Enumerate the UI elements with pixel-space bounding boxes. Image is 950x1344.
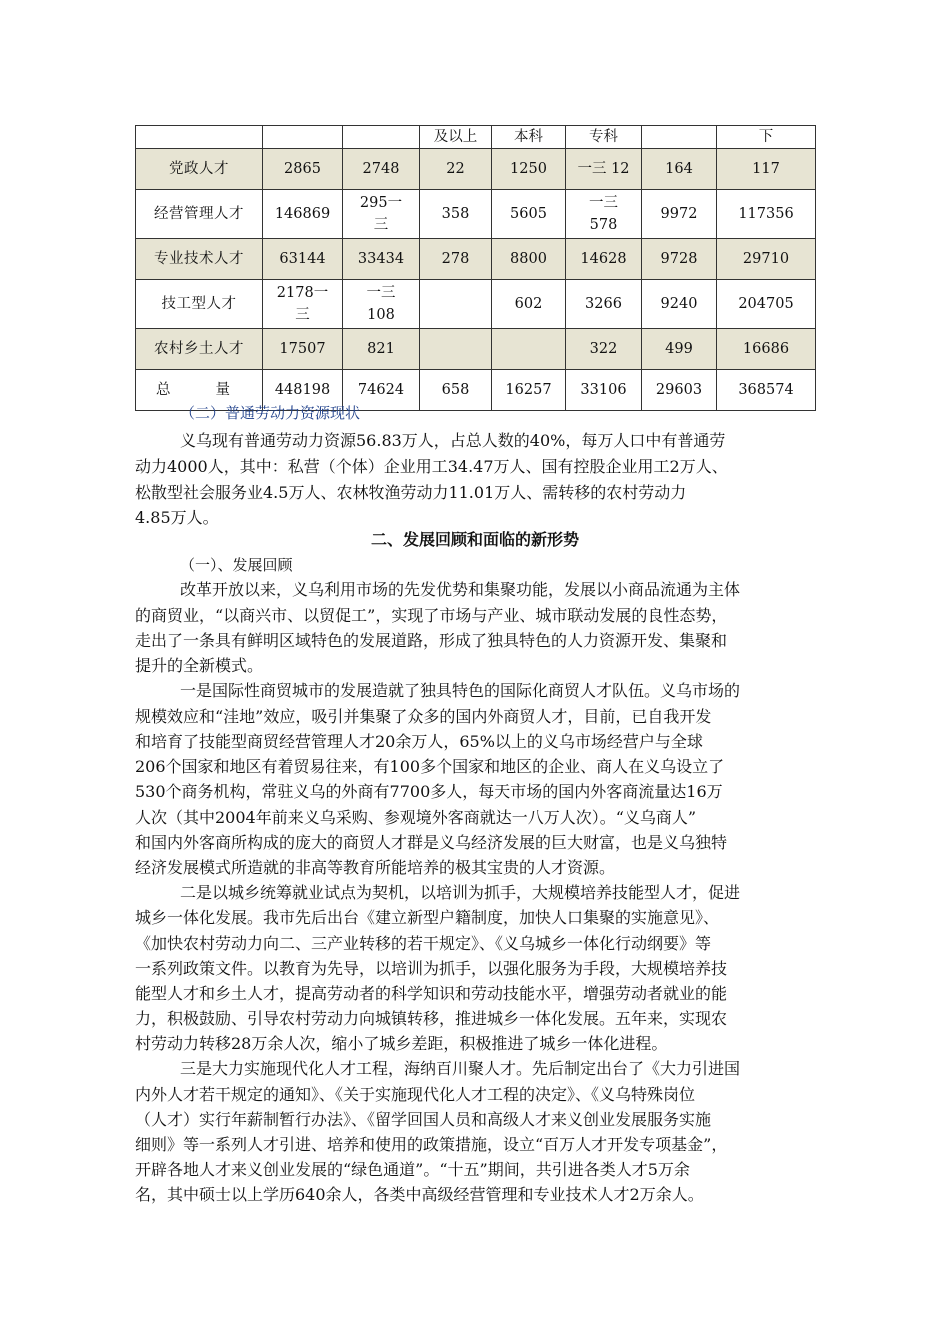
table-cell: 164 xyxy=(642,149,717,190)
table-cell xyxy=(492,329,566,370)
table-cell xyxy=(420,329,492,370)
table-row xyxy=(136,329,816,370)
table-row xyxy=(136,149,816,190)
table-cell: 9972 xyxy=(642,190,717,239)
table-cell: 3266 xyxy=(566,280,642,329)
table-cell: 602 xyxy=(492,280,566,329)
table-cell: 9728 xyxy=(642,239,717,280)
table-cell: 33434 xyxy=(343,239,420,280)
table-cell: 658 xyxy=(420,370,492,411)
header-cell xyxy=(343,126,420,149)
text-line: 一系列政策文件。以教育为先导，以培训为抓手，以强化服务为手段，大规模培养技 xyxy=(135,959,728,978)
text-line: 松散型社会服务业4.5万人、农林牧渔劳动力11.01万人、需转移的农村劳动力 xyxy=(135,483,687,502)
text-line: 一是国际性商贸城市的发展造就了独具特色的国际化商贸人才队伍。义乌市场的 xyxy=(180,681,741,700)
row-label: 经营管理人才 xyxy=(136,190,263,239)
table-row xyxy=(136,280,816,329)
table-cell xyxy=(420,280,492,329)
table-cell: 368574 xyxy=(717,370,816,411)
text-line: 《加快农村劳动力向二、三产业转移的若干规定》、《义乌城乡一体化行动纲要》等 xyxy=(135,934,712,953)
table-cell: 117 xyxy=(717,149,816,190)
text-line: 城乡一体化发展。我市先后出台《建立新型户籍制度，加快人口集聚的实施意见》、 xyxy=(135,908,720,927)
table-cell: 74624 xyxy=(343,370,420,411)
row-label: 农村乡土人才 xyxy=(136,329,263,370)
header-cell xyxy=(642,126,717,149)
chapter-title: 二、发展回顾和面临的新形势 xyxy=(370,530,579,549)
row-label: 专业技术人才 xyxy=(136,239,263,280)
text-line: 规模效应和“洼地”效应，吸引并集聚了众多的国内外商贸人才，目前，已自我开发 xyxy=(135,707,712,726)
text-line: 三是大力实施现代化人才工程，海纳百川聚人才。先后制定出台了《大力引进国 xyxy=(180,1059,741,1078)
table-cell: 14628 xyxy=(566,239,642,280)
header-cell: 专科 xyxy=(566,126,642,149)
talent-statistics-table xyxy=(135,125,816,411)
table-cell: 821 xyxy=(343,329,420,370)
text-line: 能型人才和乡土人才，提高劳动者的科学知识和劳动技能水平，增强劳动者就业的能 xyxy=(135,984,728,1003)
table-cell: 22 xyxy=(420,149,492,190)
text-line: 和培育了技能型商贸经营管理人才20余万人，65%以上的义乌市场经营户与全球 xyxy=(135,732,703,751)
table-cell: 一三 12 xyxy=(566,149,642,190)
table-cell: 278 xyxy=(420,239,492,280)
text-line: 力，积极鼓励、引导农村劳动力向城镇转移，推进城乡一体化发展。五年来，实现农 xyxy=(135,1009,728,1028)
table-cell: 29603 xyxy=(642,370,717,411)
table-cell: 204705 xyxy=(717,280,816,329)
text-line: 的商贸业，“以商兴市、以贸促工”，实现了市场与产业、城市联动发展的良性态势， xyxy=(135,606,728,625)
table-cell: 16257 xyxy=(492,370,566,411)
table-cell: 295一三 xyxy=(343,190,420,239)
text-line: 530个商务机构，常驻义乌的外商有7700多人，每天市场的国内外客商流量达16万 xyxy=(135,782,723,801)
table-cell: 2748 xyxy=(343,149,420,190)
table-cell: 2865 xyxy=(263,149,343,190)
table-cell: 499 xyxy=(642,329,717,370)
text-line: （人才）实行年薪制暂行办法》、《留学回国人员和高级人才来义创业发展服务实施 xyxy=(135,1110,712,1129)
row-label: 技工型人才 xyxy=(136,280,263,329)
table-cell: 16686 xyxy=(717,329,816,370)
table-header-row xyxy=(136,126,816,149)
table-cell: 146869 xyxy=(263,190,343,239)
total-label-part: 量 xyxy=(215,382,230,398)
text-line: 人次（其中2004年前来义乌采购、参观境外客商就达一八万人次）。“义乌商人” xyxy=(135,808,697,827)
text-line: 和国内外客商所构成的庞大的商贸人才群是义乌经济发展的巨大财富，也是义乌独特 xyxy=(135,833,728,852)
header-cell: 下 xyxy=(717,126,816,149)
text-line: 提升的全新模式。 xyxy=(135,656,264,675)
text-line: 动力4000人，其中：私营（个体）企业用工34.47万人、国有控股企业用工2万人、 xyxy=(135,457,728,476)
text-line: 4.85万人。 xyxy=(135,508,219,527)
row-label: 党政人才 xyxy=(136,149,263,190)
table-cell: 17507 xyxy=(263,329,343,370)
text-line: 开辟各地人才来义创业发展的“绿色通道”。“十五”期间，共引进各类人才5万余 xyxy=(135,1160,690,1179)
table-cell: 322 xyxy=(566,329,642,370)
text-line: 内外人才若干规定的通知》、《关于实施现代化人才工程的决定》、《义乌特殊岗位 xyxy=(135,1085,696,1104)
text-line: 细则》等一系列人才引进、培养和使用的政策措施，设立“百万人才开发专项基金”， xyxy=(135,1135,728,1154)
table-cell: 1250 xyxy=(492,149,566,190)
text-line: 改革开放以来，义乌利用市场的先发优势和集聚功能，发展以小商品流通为主体 xyxy=(180,580,741,599)
text-line: 206个国家和地区有着贸易往来，有100多个国家和地区的企业、商人在义乌设立了 xyxy=(135,757,725,776)
text-line: 二是以城乡统筹就业试点为契机，以培训为抓手，大规模培养技能型人才，促进 xyxy=(180,883,741,902)
text-line: 名，其中硕士以上学历640余人，各类中高级经营管理和专业技术人才2万余人。 xyxy=(135,1185,704,1204)
table-cell: 33106 xyxy=(566,370,642,411)
table-cell: 5605 xyxy=(492,190,566,239)
table-cell: 29710 xyxy=(717,239,816,280)
table-cell: 一三108 xyxy=(343,280,420,329)
header-cell: 本科 xyxy=(492,126,566,149)
header-cell xyxy=(136,126,263,149)
table-cell: 117356 xyxy=(717,190,816,239)
text-line: 村劳动力转移28万余人次，缩小了城乡差距，积极推进了城乡一体化进程。 xyxy=(135,1034,668,1053)
total-label-part: 总 xyxy=(156,382,171,398)
table-cell: 448198 xyxy=(263,370,343,411)
subsection-heading: （一）、发展回顾 xyxy=(180,556,293,574)
table-cell: 2178一三 xyxy=(263,280,343,329)
header-cell xyxy=(263,126,343,149)
text-line: 走出了一条具有鲜明区域特色的发展道路，形成了独具特色的人力资源开发、集聚和 xyxy=(135,631,728,650)
table-cell: 一三578 xyxy=(566,190,642,239)
table-cell: 8800 xyxy=(492,239,566,280)
text-line: 义乌现有普通劳动力资源56.83万人，占总人数的40%，每万人口中有普通劳 xyxy=(180,431,726,450)
section-heading: （二）普通劳动力资源现状 xyxy=(180,404,361,422)
text-line: 经济发展模式所造就的非高等教育所能培养的极其宝贵的人才资源。 xyxy=(135,858,616,877)
table-cell: 358 xyxy=(420,190,492,239)
table-row xyxy=(136,190,816,239)
header-cell: 及以上 xyxy=(420,126,492,149)
table-cell: 63144 xyxy=(263,239,343,280)
table-cell: 9240 xyxy=(642,280,717,329)
table-row xyxy=(136,239,816,280)
